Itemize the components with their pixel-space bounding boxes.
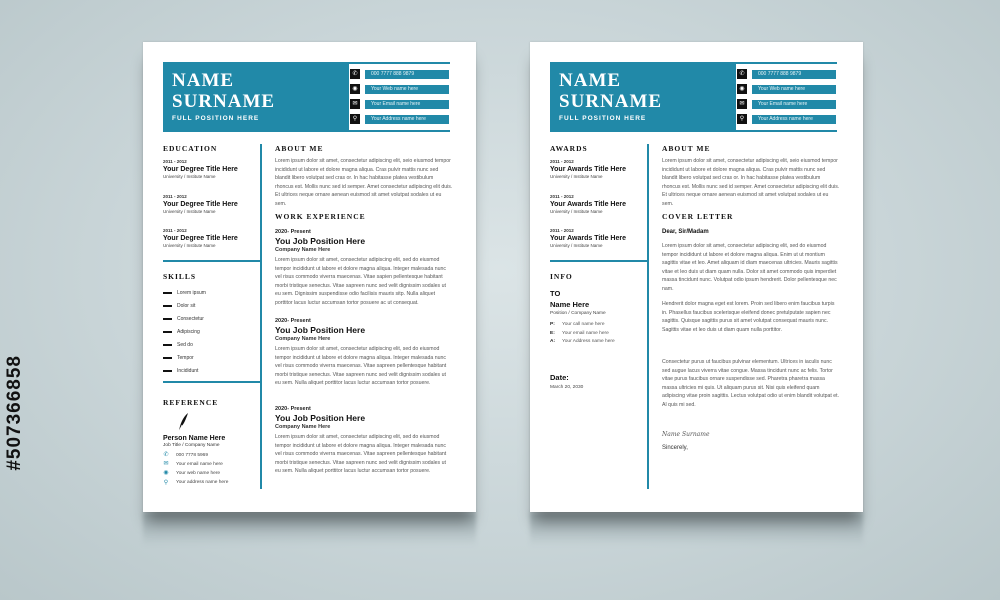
header-rule-bottom: [736, 130, 837, 132]
web-icon: ◉: [163, 470, 169, 477]
reference-heading: REFERENCE: [163, 398, 219, 407]
contact-email: ✉ Your Email name here: [737, 99, 836, 109]
about-text: Lorem ipsum dolor sit amet, consectetur adipiscing elit, seio eiusmod tempor incididunt ut labore et dolore magna aliqua. Cras pulvir mattis nunc sed blandit libero volutpat sed cras or. In hac habitasse platea vestibulum rhoncus est. Mollis nunc sed id semper. Amet consectetur adipiscing elit duis. Et ultrices neque ornare aenean euismod sit amet volutpat sodales ut eu sem.: [662, 158, 840, 207]
salutation: Dear, Sir/Madam: [662, 229, 709, 235]
education-item: 2011 - 2012 Your Degree Title Here University / Institute Name: [163, 228, 238, 248]
work-heading: WORK EXPERIENCE: [275, 212, 366, 221]
reference-block: Person Name Here Job Title / Company Name ✆ 000 7778 5969 ✉ Your email name here ◉ Your web name here ⚲ Your address name here: [163, 435, 229, 486]
recipient-block: TO Name Here Position / Company Name P: Your call name here E: Your email name here A: Your Address name here: [550, 289, 615, 344]
surname: SURNAME: [172, 91, 276, 112]
header-band: [550, 62, 736, 132]
contact-phone: ✆ 000 7777 888 9879: [350, 69, 449, 79]
column-divider: [647, 144, 649, 489]
award-item: 2011 - 2012 Your Awards Title Here University / Institute Name: [550, 159, 626, 179]
header-rule-bottom: [349, 130, 450, 132]
phone-icon: ✆: [350, 69, 360, 79]
skill-item: Incididunt: [163, 368, 198, 374]
cover-letter-page: [530, 42, 863, 512]
location-icon: ⚲: [350, 114, 360, 124]
email-icon: ✉: [737, 99, 747, 109]
position-title: FULL POSITION HERE: [559, 115, 647, 122]
reference-web: ◉ Your web name here: [163, 470, 221, 477]
about-heading: ABOUT ME: [275, 144, 324, 153]
web-icon: ◉: [350, 84, 360, 94]
contact-web: ◉ Your Web name here: [737, 84, 836, 94]
skill-item: Lorem ipsum: [163, 290, 206, 296]
phone-icon: ✆: [163, 452, 169, 458]
skill-item: Adipiscing: [163, 329, 200, 335]
skills-heading: SKILLS: [163, 272, 197, 281]
section-rule: [550, 260, 648, 262]
position-title: FULL POSITION HERE: [172, 115, 260, 122]
about-text: Lorem ipsum dolor sit amet, consectetur adipiscing elit, seio eiusmod tempor incididunt ut labore et dolore magna aliqua. Cras pulvir mattis nunc sed blandit libero volutpat sed cras or. In hac habitasse platea vestibulum rhoncus est. Mollis nunc sed id semper. Amet consectetur adipiscing elit duis. Et ultrices neque ornare aenean euismod sit amet volutpat sodales ut eu sem.: [275, 158, 453, 207]
date-block: Date: March 20, 2030: [550, 373, 584, 390]
contact-address: ⚲ Your Address name here: [737, 114, 836, 124]
contact-web: ◉ Your Web name here: [350, 84, 449, 94]
first-name: NAME: [172, 70, 235, 91]
recipient-phone: P: Your call name here: [550, 322, 605, 327]
first-name: NAME: [559, 70, 622, 91]
letter-paragraph: Consectetur purus ut faucibus pulvinar elementum. Ultrices in iaculis nunc sed augue lacus viverra vitae congue. Massa tincidunt nunc ac felis. Tortor vitae purus faucibus ornare suspendisse sed. Pharetra pharetra massa massa ultricies mi quis. Ut aliquam purus sit. Nisi quis eleifend quam adipiscing vitae proin sagittis. Lectus volutpat odio ut enim blandit volutpat et. Al quis mi sed.: [662, 359, 840, 408]
header-rule-top: [736, 62, 837, 64]
stock-id-watermark: #507366858: [4, 355, 25, 471]
email-icon: ✉: [350, 99, 360, 109]
section-rule: [163, 381, 261, 383]
skill-item: Sed do: [163, 342, 193, 348]
contact-address: ⚲ Your Address name here: [350, 114, 449, 124]
page-shadow: [530, 512, 863, 546]
letter-paragraph: Lorem ipsum dolor sit amet, consectetur adipiscing elit, sed do eiusmod tempor incididunt ut labore et dolore magna aliqua. Enim ut ut montium sagittis vitae et leo. Amet aliquam id diam maecenas ultricies. Mauris sagittis vitae et leo duis ut diam quam nulla. Dolor sit amet commodo quis imperdiet massa tincidunt nunc. Volutpat odio ipsum hendrerit. Dolor pellentesque nec nam.: [662, 243, 838, 292]
cover-letter-heading: COVER LETTER: [662, 212, 734, 221]
award-item: 2011 - 2012 Your Awards Title Here University / Institute Name: [550, 194, 626, 214]
letter-paragraph: Hendrerit dolor magna eget est lorem. Proin sed libero enim faucibus turpis in. Phasellus faucibus scelerisque eleifend donec pretulputate sapien nec sagittis. Quisque sagittis purus sit amet volutpat consequat mauris nunc. Sagittis vitae et leo duis ut diam quam nulla porttitor.: [662, 301, 835, 333]
award-item: 2011 - 2012 Your Awards Title Here University / Institute Name: [550, 228, 626, 248]
resume-page: [143, 42, 476, 512]
job-entry: 2020- Present You Job Position Here Company Name Here Lorem ipsum dolor sit amet, consectetur adipiscing elit, sed do eiusmod tempor incididunt ut labore et dolore magna aliqua. Integer malesada nunc vel risus commodo viverra maecenas. Vitae sapreen pellentesque habitant morbi tristique senectus. Vitae sapreen nunc sed velit dignissim sodales ut eu sem. Nulla aliquet porttitor lacus luctur accumsan tortor posuere.: [275, 318, 447, 387]
quill-pen-icon: [177, 412, 189, 437]
awards-heading: AWARDS: [550, 144, 588, 153]
skill-item: Consectetur: [163, 316, 204, 322]
web-icon: ◉: [737, 84, 747, 94]
recipient-email: E: Your email name here: [550, 330, 609, 336]
info-heading: INFO: [550, 272, 573, 281]
surname: SURNAME: [559, 91, 663, 112]
job-entry: 2020- Present You Job Position Here Company Name Here Lorem ipsum dolor sit amet, consectetur adipiscing elit, sed do eiusmod tempor incididunt ut labore et dolore magna aliqua. Integer malesada nunc vel risus commodo viverra maecenas. Vitae sapien pellentesque habitant morbi tristique senectus. Vitae sapreen nunc sed velit dignissim sodales ut eu sem. Dignissim suspendisse odio facilisis mauris sitp. Nulla aliquet porttitor lacus luctur accumsan tortor posuere ac ut consequat.: [275, 229, 447, 306]
column-divider: [260, 144, 262, 489]
education-item: 2011 - 2012 Your Degree Title Here University / Institute Name: [163, 159, 238, 179]
closing: Sincerely,: [662, 445, 688, 451]
page-shadow: [143, 512, 476, 546]
about-heading: ABOUT ME: [662, 144, 711, 153]
contact-email: ✉ Your Email name here: [350, 99, 449, 109]
skill-item: Dolor sit: [163, 303, 195, 309]
reference-address: ⚲ Your address name here: [163, 479, 229, 486]
header-rule-top: [349, 62, 450, 64]
education-item: 2011 - 2012 Your Degree Title Here University / Institute Name: [163, 194, 238, 214]
header-band: [163, 62, 349, 132]
phone-icon: ✆: [737, 69, 747, 79]
reference-email: ✉ Your email name here: [163, 461, 223, 468]
section-rule: [163, 260, 261, 262]
recipient-address: A: Your Address name here: [550, 339, 615, 344]
skill-item: Tempor: [163, 355, 194, 361]
contact-phone: ✆ 000 7777 888 9879: [737, 69, 836, 79]
email-icon: ✉: [163, 461, 169, 468]
education-heading: EDUCATION: [163, 144, 218, 153]
reference-phone: ✆ 000 7778 5969: [163, 452, 209, 458]
location-icon: ⚲: [737, 114, 747, 124]
signature: Name Surname: [662, 431, 710, 438]
location-icon: ⚲: [163, 479, 169, 486]
job-entry: 2020- Present You Job Position Here Company Name Here Lorem ipsum dolor sit amet, consectetur adipiscing elit, sed do eiusmod tempor incididunt ut labore et dolore magna aliqua. Integer malesada nunc vel risus commodo viverra maecenas. Vitae sapreen pellentesque habitant morbi tristique senectus. Vitae sapreen nunc sed velit dignissim sodales ut eu sem. Nulla aliquet porttitor lacus luctur accumsan tortor posuere.: [275, 406, 447, 475]
